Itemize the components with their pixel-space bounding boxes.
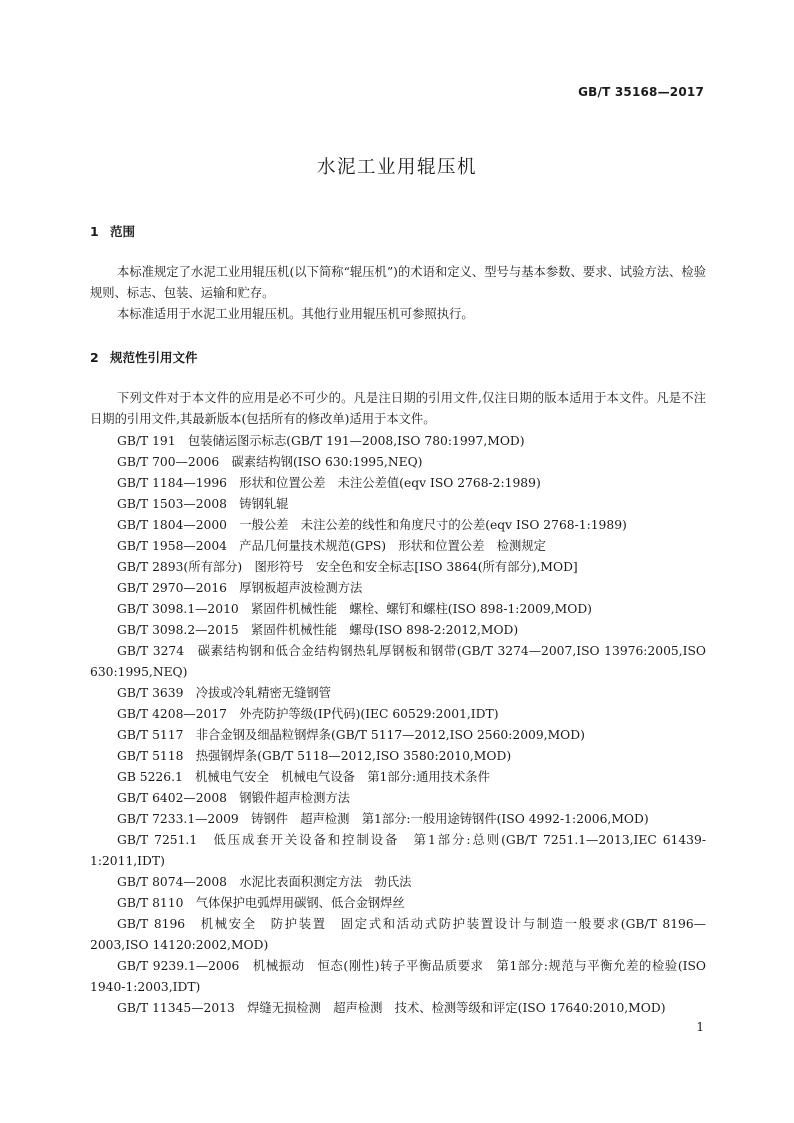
reference-item: GB/T 2893(所有部分) 图形符号 安全色和安全标志[ISO 3864(所有部分),MOD] [117,560,578,574]
document-title: 水泥工业用辊压机 [316,157,477,178]
reference-item: GB/T 4208—2017 外壳防护等级(IP代码)(IEC 60529:2001,IDT) [117,707,499,721]
scope-body [90,262,706,325]
reference-item: GB/T 1804—2000 一般公差 未注公差的线性和角度尺寸的公差(eqv ISO 2768-1:1989) [117,518,627,532]
section-title: 规范性引用文件 [110,350,198,365]
paragraph: 下列文件对于本文件的应用是必不可少的。凡是注日期的引用文件,仅注日期的版本适用于本文件。凡是不注日期的引用文件,其最新版本(包括所有的修改单)适用于本文件。 [90,391,706,426]
section-title: 范围 [110,224,136,239]
section-number: 2 [90,350,99,365]
reference-item: GB/T 5117 非合金钢及细晶粒钢焊条(GB/T 5117—2012,ISO 2560:2009,MOD) [117,728,585,742]
reference-item: GB/T 7233.1—2009 铸钢件 超声检测 第1部分:一般用途铸钢件(ISO 4992-1:2006,MOD) [117,812,649,826]
reference-item: GB/T 9239.1—2006 机械振动 恒态(刚性)转子平衡品质要求 第1部分:规范与平衡允差的检验(ISO 1940-1:2003,IDT) [90,959,706,994]
reference-item: GB/T 8196 机械安全 防护装置 固定式和活动式防护装置设计与制造一般要求(GB/T 8196—2003,ISO 14120:2002,MOD) [90,917,706,952]
reference-item: GB/T 3098.2—2015 紧固件机械性能 螺母(ISO 898-2:2012,MOD) [117,623,519,637]
paragraph: 本标准规定了水泥工业用辊压机(以下简称“辊压机”)的术语和定义、型号与基本参数、要求、试验方法、检验规则、标志、包装、运输和贮存。 [90,265,706,300]
reference-item: GB/T 11345—2013 焊缝无损检测 超声检测 技术、检测等级和评定(ISO 17640:2010,MOD) [117,1001,666,1015]
reference-item: GB 5226.1 机械电气安全 机械电气设备 第1部分:通用技术条件 [117,770,490,784]
reference-item: GB/T 8110 气体保护电弧焊用碳钢、低合金钢焊丝 [117,896,405,910]
reference-item: GB/T 1958—2004 产品几何量技术规范(GPS) 形状和位置公差 检测规定 [117,539,546,553]
page-number: 1 [696,1020,704,1034]
reference-item: GB/T 700—2006 碳素结构钢(ISO 630:1995,NEQ) [117,455,423,469]
reference-item: GB/T 2970—2016 厚钢板超声波检测方法 [117,581,363,595]
reference-list [90,431,706,1019]
section-number: 1 [90,224,99,239]
reference-item: GB/T 7251.1 低压成套开关设备和控制设备 第1部分:总则(GB/T 7251.1—2013,IEC 61439-1:2011,IDT) [90,833,706,868]
reference-item: GB/T 3098.1—2010 紧固件机械性能 螺栓、螺钉和螺柱(ISO 898-1:2009,MOD) [117,602,592,616]
reference-item: GB/T 1184—1996 形状和位置公差 未注公差值(eqv ISO 2768-2:1989) [117,476,541,490]
references-intro [90,388,706,430]
reference-item: GB/T 6402—2008 钢锻件超声检测方法 [117,791,350,805]
reference-item: GB/T 3639 冷拔或冷轧精密无缝钢管 [117,686,331,700]
standard-number: GB/T 35168—2017 [578,85,704,99]
paragraph: 本标准适用于水泥工业用辊压机。其他行业用辊压机可参照执行。 [117,307,474,321]
section-heading-normative-references [90,348,198,366]
reference-item: GB/T 3274 碳素结构钢和低合金结构钢热轧厚钢板和钢带(GB/T 3274—2007,ISO 13976:2005,ISO 630:1995,NEQ) [90,644,706,679]
section-heading-scope [90,222,135,240]
reference-item: GB/T 5118 热强钢焊条(GB/T 5118—2012,ISO 3580:2010,MOD) [117,749,512,763]
reference-item: GB/T 191 包装储运图示标志(GB/T 191—2008,ISO 780:1997,MOD) [117,434,525,448]
reference-item: GB/T 1503—2008 铸钢轧辊 [117,497,289,511]
reference-item: GB/T 8074—2008 水泥比表面积测定方法 勃氏法 [117,875,412,889]
